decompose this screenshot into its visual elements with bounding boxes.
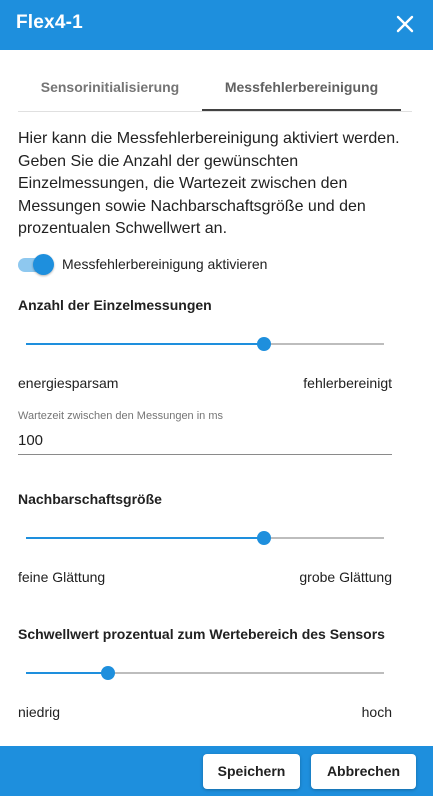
threshold-slider[interactable] (26, 663, 384, 683)
tab-bar (18, 66, 412, 112)
tab-messfehlerbereinigung[interactable]: Messfehlerbereinigung (202, 66, 401, 111)
messfehlerbereinigung-switch[interactable] (18, 253, 54, 277)
threshold-title: Schwellwert prozentual zum Wertebereich des Sensors (18, 626, 385, 642)
close-button[interactable] (393, 12, 417, 36)
slider-fill (26, 672, 108, 674)
description-text: Hier kann die Messfehlerbereinigung aktiviert werden. Geben Sie die Anzahl der gewünschten Einzelmessungen, die Wartezeit zwischen den Messungen sowie Nachbarschaftsgröße und den prozentualen Schwellwert an. (18, 130, 400, 237)
slider-thumb[interactable] (257, 337, 271, 351)
cancel-button[interactable]: Abbrechen (311, 754, 416, 789)
single-measurements-max-label: fehlerbereinigt (303, 375, 392, 391)
neighborhood-max-label: grobe Glättung (299, 569, 392, 585)
neighborhood-title: Nachbarschaftsgröße (18, 491, 162, 507)
single-measurements-title: Anzahl der Einzelmessungen (18, 297, 212, 313)
slider-thumb[interactable] (257, 531, 271, 545)
slider-thumb[interactable] (101, 666, 115, 680)
slider-fill (26, 343, 264, 345)
slider-fill (26, 537, 264, 539)
dialog-footer (0, 746, 433, 796)
close-icon (393, 12, 417, 36)
dialog-header (0, 0, 433, 50)
neighborhood-slider[interactable] (26, 528, 384, 548)
wait-time-input[interactable] (18, 427, 392, 455)
threshold-min-label: niedrig (18, 704, 61, 720)
threshold-max-label: hoch (361, 704, 392, 720)
dialog-title: Flex4-1 (16, 12, 83, 33)
save-button[interactable]: Speichern (203, 754, 300, 789)
switch-label: Messfehlerbereinigung aktivieren (62, 256, 268, 272)
neighborhood-min-label: feine Glättung (18, 569, 106, 585)
wait-time-label: Wartezeit zwischen den Messungen in ms (18, 410, 224, 422)
tab-sensorinitialisierung[interactable]: Sensorinitialisierung (40, 79, 180, 95)
toggle-row (18, 253, 398, 277)
single-measurements-min-label: energiesparsam (18, 375, 119, 391)
single-measurements-slider[interactable] (26, 334, 384, 354)
switch-knob (33, 254, 54, 275)
